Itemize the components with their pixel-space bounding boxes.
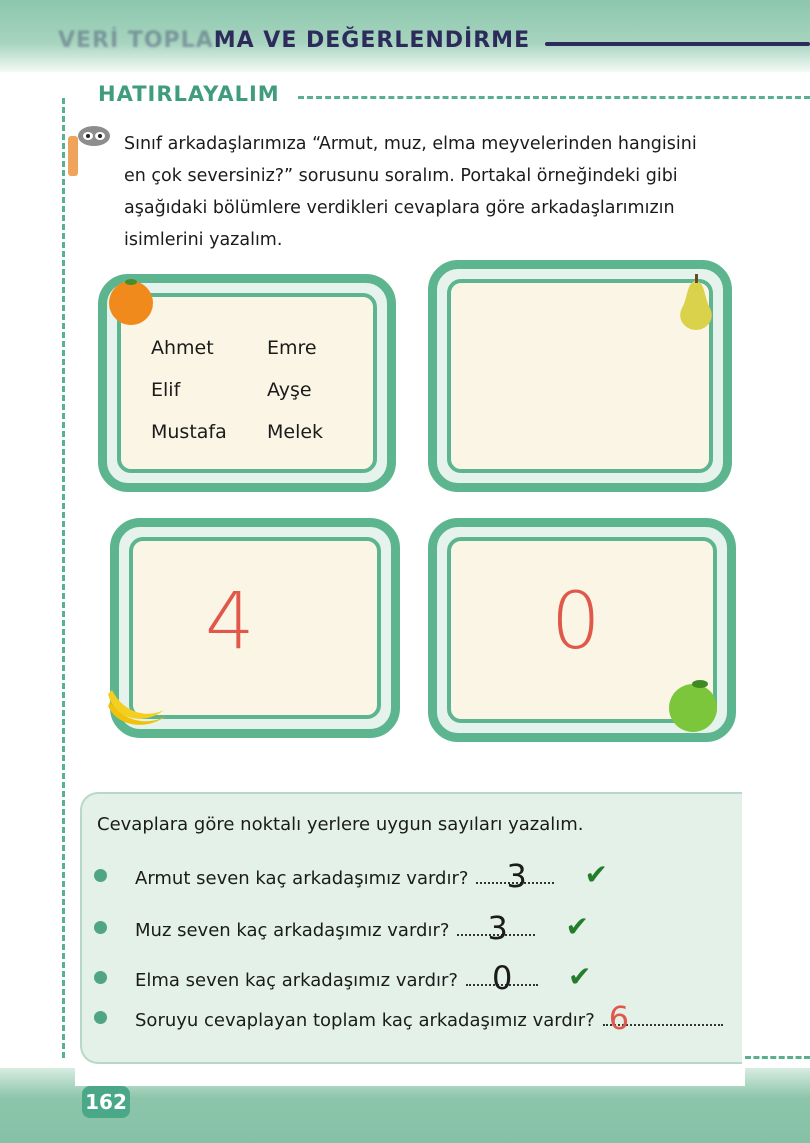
unit-title-visible: MA VE DEĞERLENDİRME [213,28,531,53]
question-text: Soruyu cevaplayan toplam kaç arkadaşımız vardır? [135,1010,595,1031]
answer-value: 3 [487,909,508,947]
check-icon: ✔ [567,960,592,993]
unit-title-faded: VERİ TOPLA [58,28,214,53]
unit-title [58,28,530,53]
page-number: 162 [82,1086,130,1118]
pear-icon [672,274,720,332]
instructions-text: Sınıf arkadaşlarımıza “Armut, muz, elma meyvelerinden hangisini en çok seversiniz?” sorusunu soralım. Portakal örneğindeki gibi aşağıdaki bölümlere verdikleri cevaplara göre arkadaşlarımızın isimlerini yazalım. [124,134,697,250]
dashed-border-top [298,96,810,99]
question-item [94,999,723,1037]
questions-heading: Cevaplara göre noktalı yerlere uygun sayıları yazalım. [97,814,584,835]
dashed-border-bottom [745,1056,810,1059]
check-icon: ✔ [565,910,589,943]
footer-page-edge [75,1064,745,1086]
name-item: Emre [267,337,317,359]
apple-icon [664,676,722,734]
bullet-icon [94,869,107,882]
answer-value: 3 [506,857,527,895]
apple-count-handwritten: 0 [551,577,601,667]
banana-count-handwritten: 4 [205,577,255,667]
orange-icon [106,276,156,326]
answer-blank[interactable] [457,909,535,947]
dashed-border-left [62,98,65,1058]
bullet-icon [94,971,107,984]
answer-blank[interactable] [476,857,554,895]
question-item [94,909,589,947]
name-item: Ayşe [267,379,312,401]
question-item [94,857,608,895]
question-text: Muz seven kaç arkadaşımız vardır? [135,920,450,941]
answer-value: 6 [608,999,630,1037]
orange-names-list [151,337,357,443]
name-item: Elif [151,379,181,401]
raccoon-mascot-icon [64,118,114,178]
question-text: Elma seven kaç arkadaşımız vardır? [135,970,458,991]
questions-panel [80,792,742,1064]
name-item: Ahmet [151,337,214,359]
check-icon: ✔ [584,858,608,891]
name-item: Melek [267,421,324,443]
answer-blank[interactable] [603,999,723,1037]
question-text: Armut seven kaç arkadaşımız vardır? [135,868,469,889]
question-item [94,959,592,997]
answer-blank[interactable] [466,959,538,997]
bullet-icon [94,1011,107,1024]
name-item: Mustafa [151,421,227,443]
header-rule [545,42,810,46]
banana-icon [104,680,168,730]
answer-value: 0 [491,959,513,997]
bullet-icon [94,921,107,934]
section-title: HATIRLAYALIM [98,82,280,106]
